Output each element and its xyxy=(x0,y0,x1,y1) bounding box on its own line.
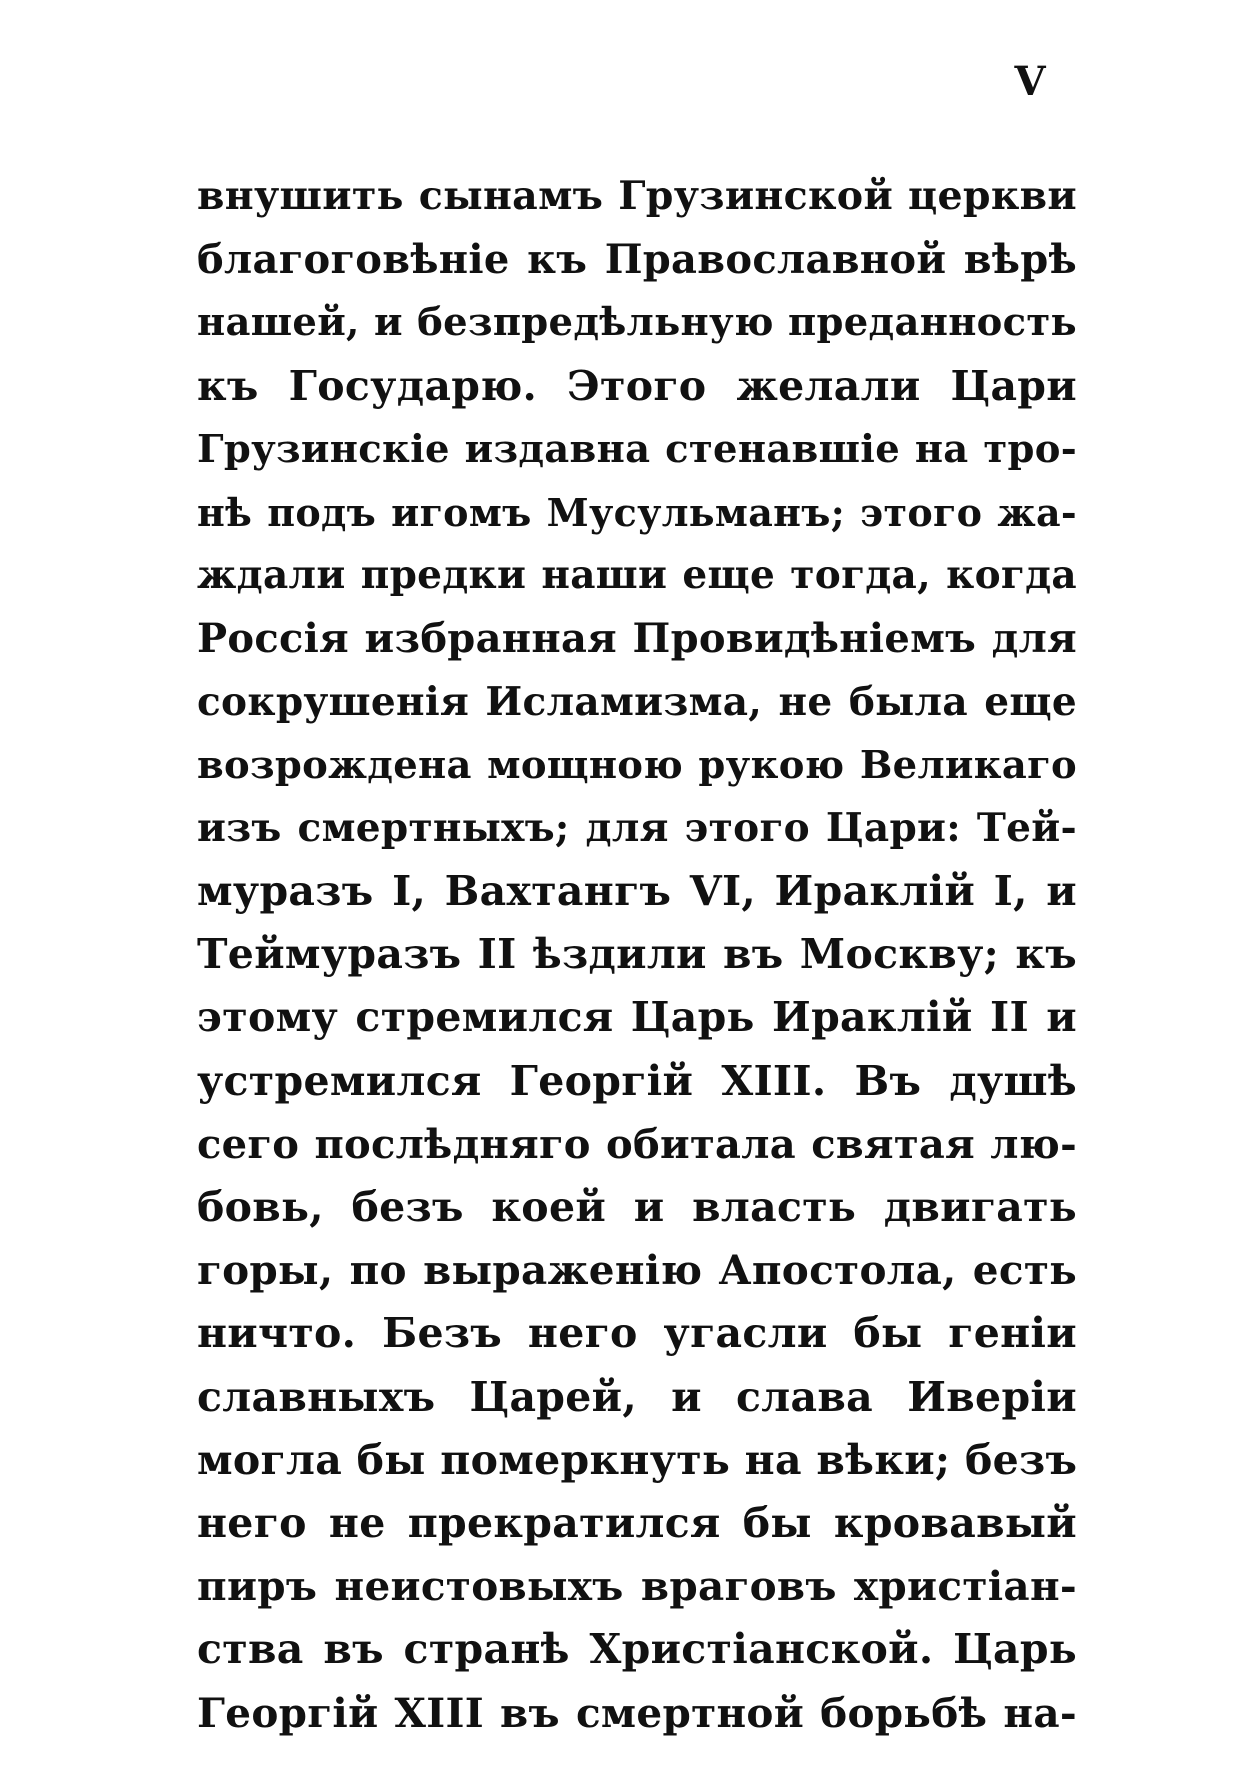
text-line: Георгій XIII въ смертной борьбѣ на- xyxy=(197,1688,1077,1737)
text-line: пиръ неистовыхъ враговъ христіан- xyxy=(197,1562,1077,1611)
text-line: устремился Георгій XIII. Въ душѣ xyxy=(197,1056,1077,1105)
text-line: этому стремился Царь Ираклій II и xyxy=(197,993,1077,1042)
text-line: нашей, и безпредѣльную преданность xyxy=(197,300,1077,346)
text-line: муразъ I, Вахтангъ VI, Ираклій I, и xyxy=(197,867,1077,916)
text-line: благоговѣніе къ Православной вѣрѣ xyxy=(197,236,1077,284)
text-line: къ Государю. Этого желали Цари xyxy=(197,361,1077,410)
text-line: ждали предки наши еще тогда, когда xyxy=(197,552,1077,599)
text-line: сокрушенія Исламизма, не была еще xyxy=(197,678,1077,725)
text-line: Грузинскіе издавна стенавшіе на тро- xyxy=(197,426,1077,472)
text-line: нѣ подъ игомъ Мусульманъ; этого жа- xyxy=(197,489,1077,535)
text-line: горы, по выраженію Апостола, есть xyxy=(197,1246,1077,1295)
text-line: ничто. Безъ него угасли бы геніи xyxy=(197,1309,1077,1358)
text-line: могла бы померкнуть на вѣки; безъ xyxy=(197,1435,1078,1484)
text-line: изъ смертныхъ; для этого Цари: Тей- xyxy=(197,804,1077,851)
text-line: сего послѣдняго обитала святая лю- xyxy=(197,1120,1077,1168)
text-line: Теймуразъ II ѣздили въ Москву; къ xyxy=(197,930,1077,979)
text-line: Россія избранная Провидѣніемъ для xyxy=(197,615,1077,663)
text-line: ства въ странѣ Христіанской. Царь xyxy=(197,1625,1077,1674)
text-line: внушить сынамъ Грузинской церкви xyxy=(197,173,1077,219)
text-line: бовь, безъ коей и власть двигать xyxy=(197,1183,1077,1231)
text-line: славныхъ Царей, и слава Иверіи xyxy=(197,1372,1077,1421)
text-line: него не прекратился бы кровавый xyxy=(197,1498,1077,1547)
page-number: V xyxy=(1014,58,1046,105)
body-text xyxy=(197,165,1077,1745)
text-line: возрождена мощною рукою Великаго xyxy=(197,742,1077,788)
